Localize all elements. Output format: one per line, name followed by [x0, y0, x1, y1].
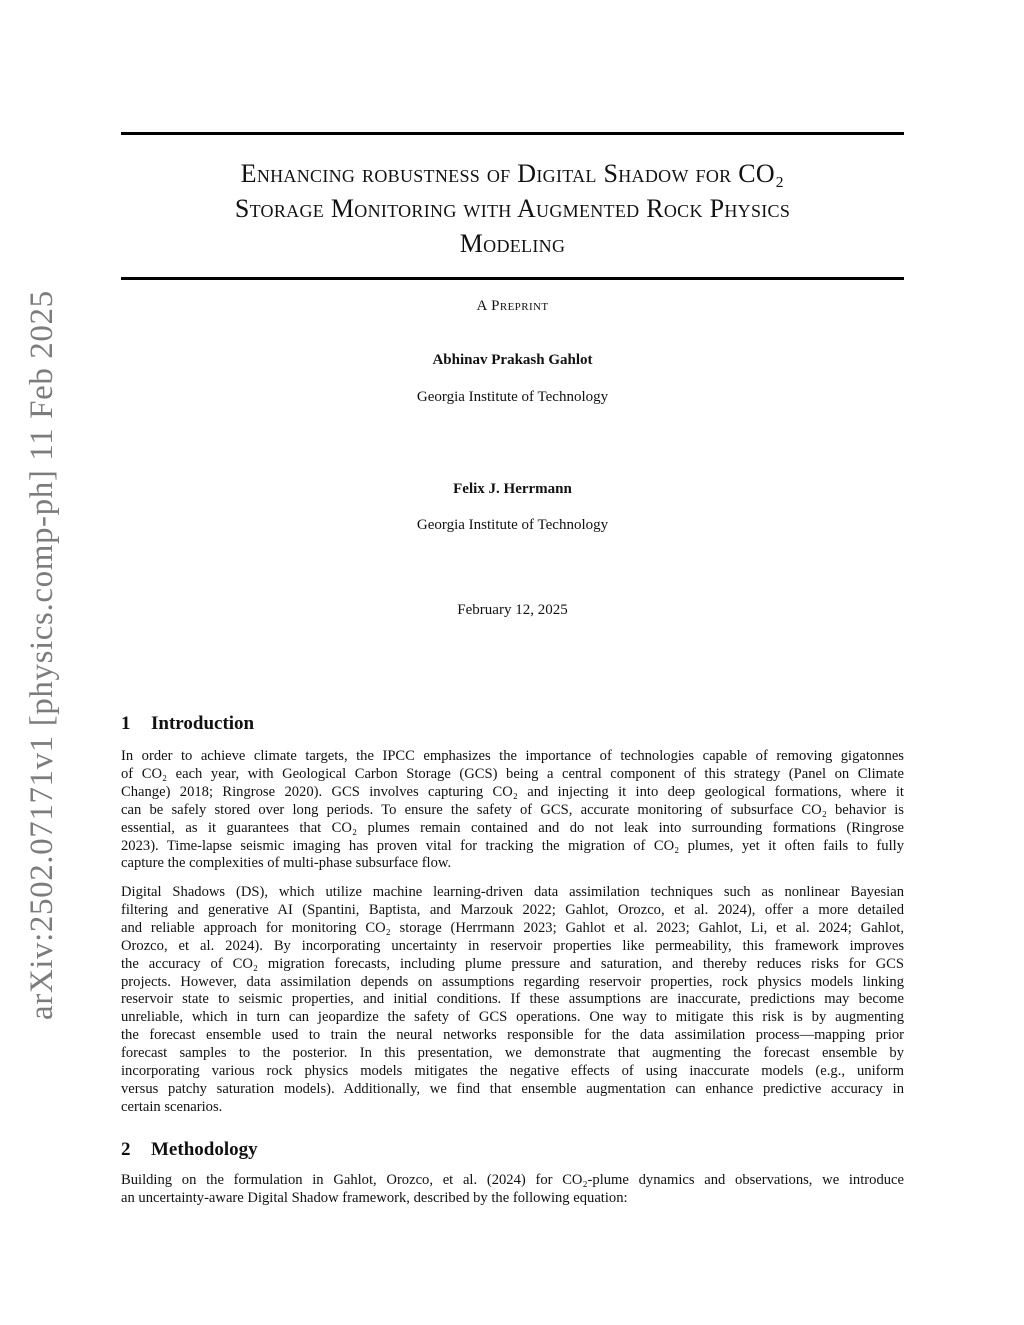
text-line: of CO₂ each year, with Geological Carbon Storage (GCS) being a central component of this strategy (Panel on Climate	[121, 765, 904, 782]
paragraph	[121, 748, 904, 873]
text-line: Orozco, et al. 2024). By incorporating uncertainty in reservoir properties like permeability, this framework improves	[121, 937, 904, 954]
paragraph	[121, 884, 904, 1117]
text-line: 2023). Time-lapse seismic imaging has proven vital for tracking the migration of CO₂ plumes, yet it often fails to fully	[121, 837, 904, 854]
text-line: Change) 2018; Ringrose 2020). GCS involves capturing CO₂ and injecting it into deep geological formations, where it	[121, 783, 904, 800]
section-heading-introduction	[121, 713, 254, 735]
section-title: Methodology	[151, 1139, 258, 1160]
text-line: and reliable approach for monitoring CO₂ storage (Herrmann 2023; Gahlot et al. 2023; Gahlot, Li, et al. 2024; Gahlot,	[121, 919, 904, 936]
text-line: incorporating various rock physics models mitigates the negative effects of using inaccurate models (e.g., uniform	[121, 1063, 904, 1080]
section-title: Introduction	[151, 713, 255, 734]
author-affiliation: Georgia Institute of Technology	[416, 389, 609, 405]
title-rule-top	[121, 132, 904, 135]
section-heading-methodology	[121, 1139, 258, 1161]
author-name: Abhinav Prakash Gahlot	[432, 352, 593, 368]
paragraph	[121, 1172, 904, 1208]
section-number: 1	[121, 713, 131, 734]
text-line: reservoir state to seismic properties, and initial conditions. If these assumptions are inaccurate, predictions may become	[121, 991, 904, 1008]
text-line: the forecast ensemble used to train the neural networks responsible for the data assimilation process—mapping prior	[121, 1027, 904, 1044]
text-line: the accuracy of CO₂ migration forecasts, including plume pressure and saturation, and thereby reduces risks for GCS	[121, 955, 904, 972]
text-line: In order to achieve climate targets, the IPCC emphasizes the importance of technologies capable of removing gigatonnes	[121, 748, 904, 764]
text-line: projects. However, data assimilation depends on assumptions regarding reservoir properties, rock physics models linking	[121, 973, 904, 990]
arxiv-side-stamp: arXiv:2502.07171v1 [physics.comp-ph] 11 Feb 2025	[24, 290, 60, 1020]
text-line: essential, as it guarantees that CO₂ plumes remain contained and do not leak into surrounding formations (Ringrose	[121, 819, 904, 836]
text-line: can be safely stored over long periods. To ensure the safety of GCS, accurate monitoring of subsurface CO₂ behavior is	[121, 801, 904, 818]
preprint-label: A Preprint	[476, 298, 549, 314]
title-line: Enhancing robustness of Digital Shadow for CO₂	[240, 159, 785, 188]
section-number: 2	[121, 1139, 131, 1160]
text-line: filtering and generative AI (Spantini, Baptista, and Marzouk 2022; Gahlot, Orozco, et al. 2024), offer a more detailed	[121, 901, 904, 918]
title-rule-bottom	[121, 277, 904, 280]
title-line: Storage Monitoring with Augmented Rock Physics	[234, 194, 791, 223]
text-line: Building on the formulation in Gahlot, Orozco, et al. (2024) for CO₂-plume dynamics and observations, we introduce	[121, 1172, 904, 1188]
text-line: unreliable, which in turn can jeopardize the safety of GCS operations. One way to mitigate this risk is by augmenting	[121, 1009, 904, 1026]
text-line: certain scenarios.	[121, 1098, 223, 1115]
paper-title	[121, 156, 904, 261]
text-line: capture the complexities of multi-phase subsurface flow.	[121, 855, 452, 872]
author-affiliation: Georgia Institute of Technology	[416, 517, 609, 533]
paper-date: February 12, 2025	[457, 602, 568, 618]
text-line: versus patchy saturation models). Additionally, we find that ensemble augmentation can enhance predictive accuracy in	[121, 1080, 904, 1097]
title-line: Modeling	[459, 229, 566, 258]
text-line: an uncertainty-aware Digital Shadow framework, described by the following equation:	[121, 1189, 628, 1206]
text-line: forecast samples to the posterior. In this presentation, we demonstrate that augmenting the forecast ensemble by	[121, 1045, 904, 1062]
author-name: Felix J. Herrmann	[453, 481, 572, 497]
text-line: Digital Shadows (DS), which utilize machine learning-driven data assimilation techniques such as nonlinear Bayesian	[121, 884, 904, 900]
